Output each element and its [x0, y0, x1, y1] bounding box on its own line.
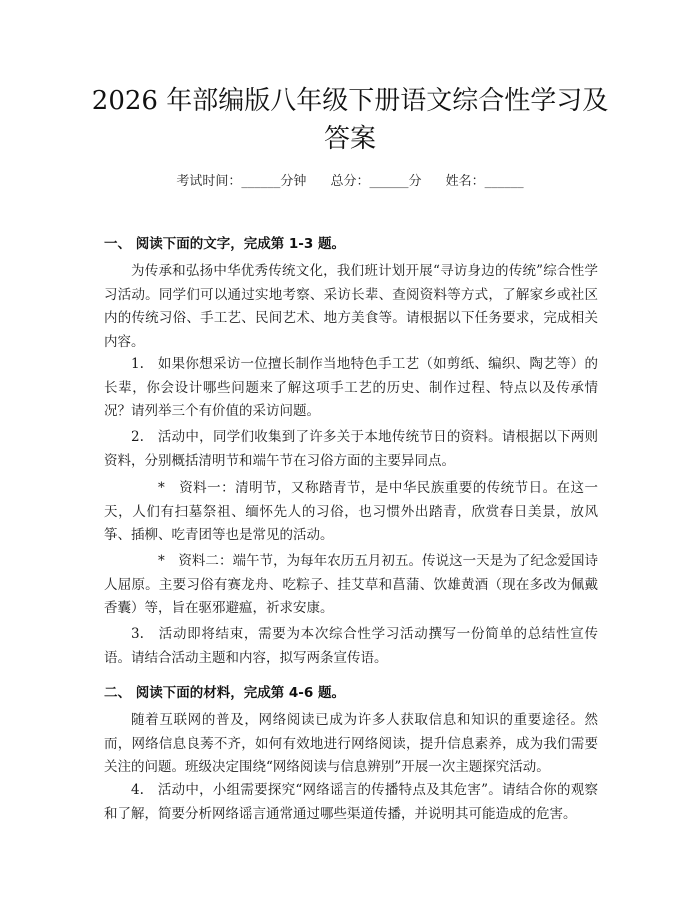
question-2: 2. 活动中，同学们收集到了许多关于本地传统节日的资料。请根据以下两则资料，分别概括清明节和端午节在习俗方面的主要异同点。 [104, 429, 598, 469]
question-1: 1. 如果你想采访一位擅长制作当地特色手工艺（如剪纸、编织、陶艺等）的长辈，你会设计哪些问题来了解这项手工艺的历史、制作过程、特点以及传承情况？请列举三个有价值的采访问题。 [104, 356, 598, 419]
section-1-heading: 一、 阅读下面的文字，完成第 1-3 题。 [104, 236, 345, 252]
material-2: * 资料二：端午节，为每年农历五月初五。传说这一天是为了纪念爱国诗人屈原。主要习俗有赛龙舟、吃粽子、挂艾草和菖蒲、饮雄黄酒（现在多改为佩戴香囊）等，旨在驱邪避瘟，祈求安康。 [104, 553, 598, 616]
section-1-intro: 为传承和弘扬中华优秀传统文化，我们班计划开展“寻访身边的传统”综合性学习活动。同学们可以通过实地考察、采访长辈、查阅资料等方式，了解家乡或社区内的传统习俗、手工艺、民间艺术、地方美食等。请根据以下任务要求，完成相关内容。 [104, 263, 598, 350]
exam-time: 考试时间：______分钟 [176, 174, 307, 189]
section-2-intro: 随着互联网的普及，网络阅读已成为许多人获取信息和知识的重要途径。然而，网络信息良莠不齐，如何有效地进行网络阅读，提升信息素养，成为我们需要关注的问题。班级决定围绕“网络阅读与信息辨别”开展一次主题探究活动。 [104, 712, 598, 775]
total-score: 总分：______分 [330, 174, 422, 189]
question-3: 3. 活动即将结束，需要为本次综合性学习活动撰写一份简单的总结性宣传语。请结合活动主题和内容，拟写两条宣传语。 [104, 626, 598, 666]
exam-meta [0, 170, 700, 189]
question-4: 4. 活动中，小组需要探究“网络谣言的传播特点及其危害”。请结合你的观察和了解，简要分析网络谣言通常通过哪些渠道传播，并说明其可能造成的危害。 [104, 782, 598, 822]
document-title: 2026 年部编版八年级下册语文综合性学习及答案 [91, 86, 609, 154]
section-2-heading: 二、 阅读下面的材料，完成第 4-6 题。 [104, 685, 345, 701]
student-name: 姓名：______ [445, 174, 524, 189]
material-1: * 资料一：清明节，又称踏青节，是中华民族重要的传统节日。在这一天，人们有扫墓祭祖、缅怀先人的习俗，也习惯外出踏青，欣赏春日美景，放风筝、插柳、吃青团等也是常见的活动。 [104, 480, 598, 543]
